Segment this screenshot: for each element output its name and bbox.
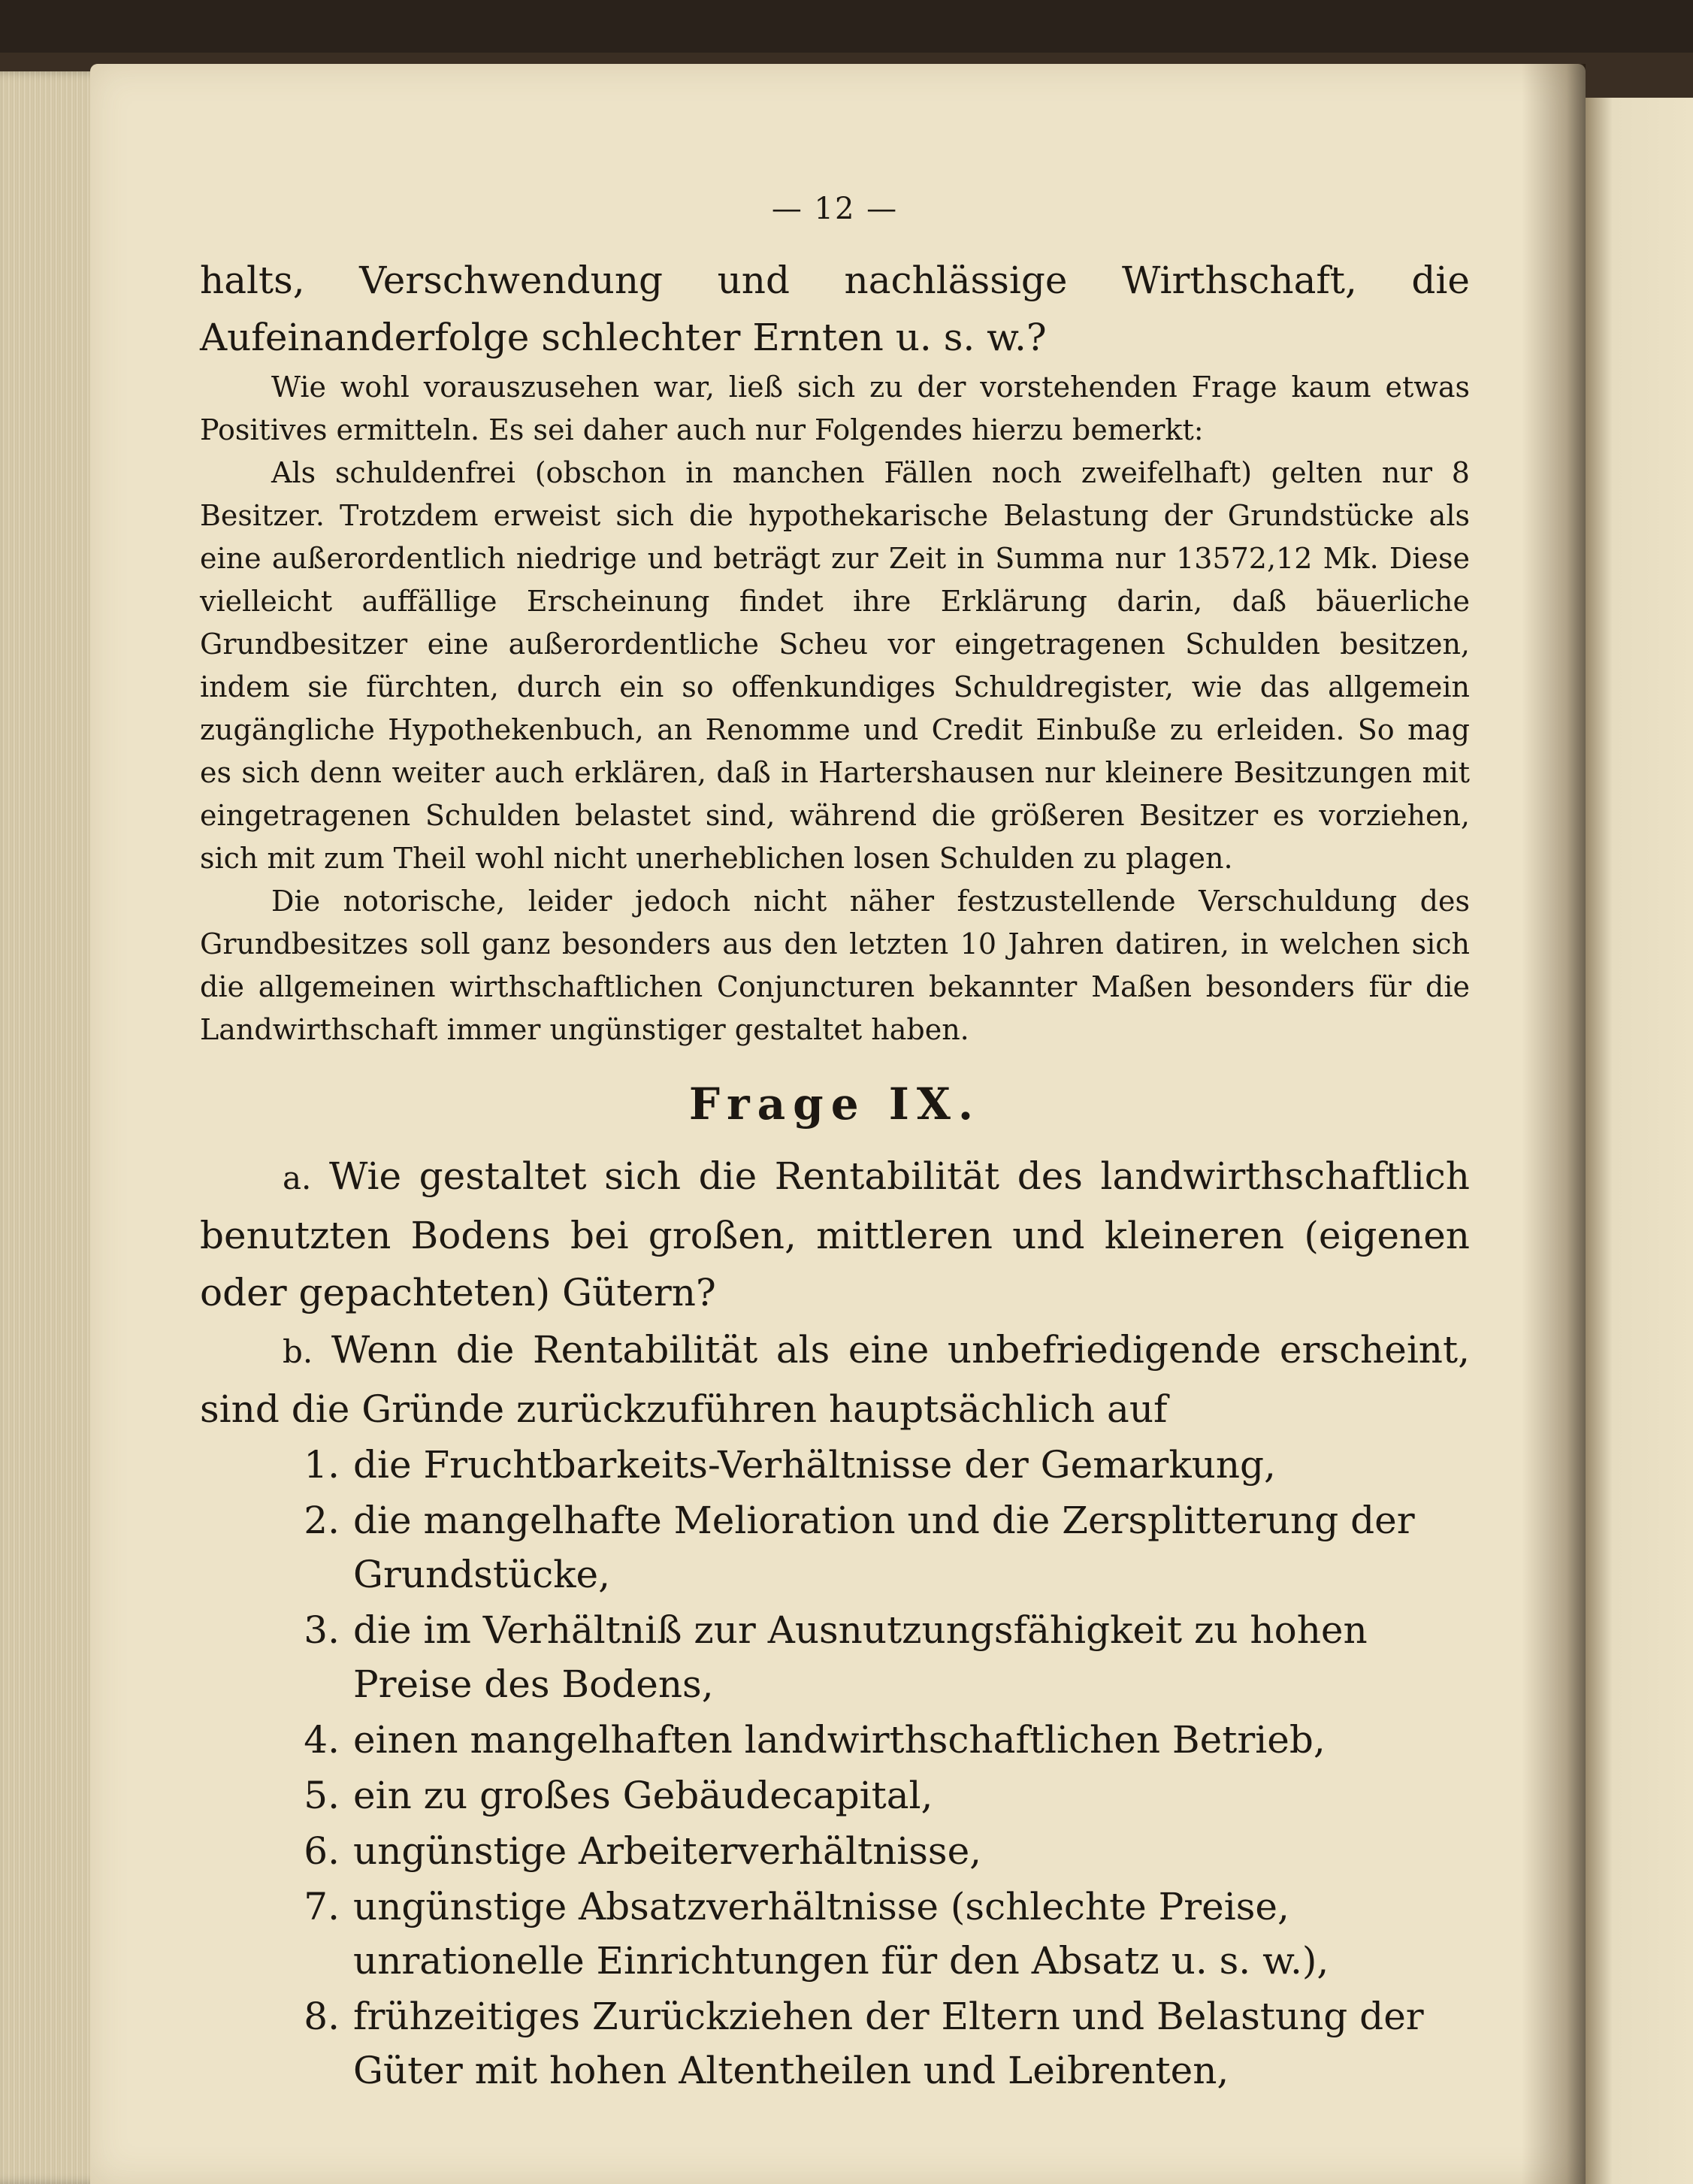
- question-b-marker: b.: [283, 1333, 313, 1370]
- list-item-text: ungünstige Arbeiterverhältnisse,: [353, 1829, 982, 1873]
- list-item-text: die Fruchtbarkeits-Verhältnisse der Gemarkung,: [353, 1443, 1276, 1487]
- list-item-number: 7.: [304, 1885, 340, 1928]
- list-item: [283, 1880, 1470, 1988]
- list-item-number: 2.: [304, 1499, 340, 1542]
- question-a-text: Wie gestaltet sich die Rentabilität des landwirthschaftlich benutzten Bodens bei großen, mittleren und kleineren (eigenen oder gepachteten) Gütern?: [200, 1154, 1470, 1314]
- list-item-text: einen mangelhaften landwirthschaftlichen Betrieb,: [353, 1718, 1326, 1762]
- page-number: — 12 —: [771, 192, 899, 226]
- page-text-block: [200, 192, 1470, 2099]
- section-heading: Frage IX.: [688, 1078, 981, 1130]
- list-item: [283, 1824, 1470, 1878]
- list-item-number: 5.: [304, 1774, 340, 1817]
- question-b-text: Wenn die Rentabilität als eine unbefriedigende erscheint, sind die Gründe zurückzuführen hauptsächlich auf: [200, 1328, 1470, 1431]
- list-item: [283, 1493, 1470, 1602]
- list-item-number: 4.: [304, 1718, 340, 1762]
- continued-question-text: halts, Verschwendung und nachlässige Wirthschaft, die Aufeinanderfolge schlechter Ernten u. s. w.?: [200, 259, 1470, 359]
- list-item-text: die im Verhältniß zur Ausnutzungsfähigkeit zu hohen Preise des Bodens,: [353, 1608, 1368, 1706]
- question-a-marker: a.: [283, 1160, 312, 1196]
- answer-paragraph: Als schuldenfrei (obschon in manchen Fällen noch zweifelhaft) gelten nur 8 Besitzer. Trotzdem erweist sich die hypothekarische Belastung der Grundstücke als eine außerordentlich niedrige und beträgt zur Zeit in Summa nur 13572,12 Mk. Diese vielleicht auffällige Erscheinung findet ihre Erklärung darin, daß bäuerliche Grundbesitzer eine außerordentliche Scheu vor eingetragenen Schulden besitzen, indem sie fürchten, durch ein so offenkundiges Schuldregister, wie das allgemein zugängliche Hypothekenbuch, an Renomme und Credit Einbuße zu erleiden. So mag es sich denn weiter auch erklären, daß in Hartershausen nur kleinere Besitzungen mit eingetragenen Schulden belastet sind, während die größeren Besitzer es vorziehen, sich mit zum Theil wohl nicht unerheblichen losen Schulden zu plagen.: [200, 456, 1470, 875]
- answer-paragraph: Die notorische, leider jedoch nicht näher festzustellende Verschuldung des Grundbesitzes soll ganz besonders aus den letzten 10 Jahren datiren, in welchen sich die allgemeinen wirthschaftlichen Conjuncturen bekannter Maßen besonders für die Landwirthschaft immer ungünstiger gestaltet haben.: [200, 885, 1470, 1046]
- answer-paragraph: Wie wohl vorauszusehen war, ließ sich zu der vorstehenden Frage kaum etwas Positives ermitteln. Es sei daher auch nur Folgendes hierzu bemerkt:: [200, 371, 1470, 446]
- question-a: [200, 1148, 1470, 1321]
- list-item: [283, 1768, 1470, 1823]
- list-item-number: 8.: [304, 1995, 340, 2038]
- list-item-number: 1.: [304, 1443, 340, 1487]
- list-item-number: 3.: [304, 1608, 340, 1652]
- list-item: [283, 1713, 1470, 1767]
- list-item-number: 6.: [304, 1829, 340, 1873]
- facing-page-edge: [1586, 98, 1693, 2184]
- list-item-text: frühzeitiges Zurückziehen der Eltern und Belastung der Güter mit hohen Altentheilen und Leibrenten,: [353, 1995, 1424, 2092]
- list-item: [283, 1603, 1470, 1711]
- list-item-text: die mangelhafte Melioration und die Zersplitterung der Grundstücke,: [353, 1499, 1415, 1596]
- list-item-text: ein zu großes Gebäudecapital,: [353, 1774, 933, 1817]
- list-item: [283, 1438, 1470, 1492]
- reasons-list: [200, 1438, 1470, 2098]
- page-gutter-shadow: [1522, 64, 1586, 2184]
- list-item: [283, 1989, 1470, 2098]
- question-b: [200, 1321, 1470, 1438]
- list-item-text: ungünstige Absatzverhältnisse (schlechte Preise, unrationelle Einrichtungen für den Absatz u. s. w.),: [353, 1885, 1329, 1983]
